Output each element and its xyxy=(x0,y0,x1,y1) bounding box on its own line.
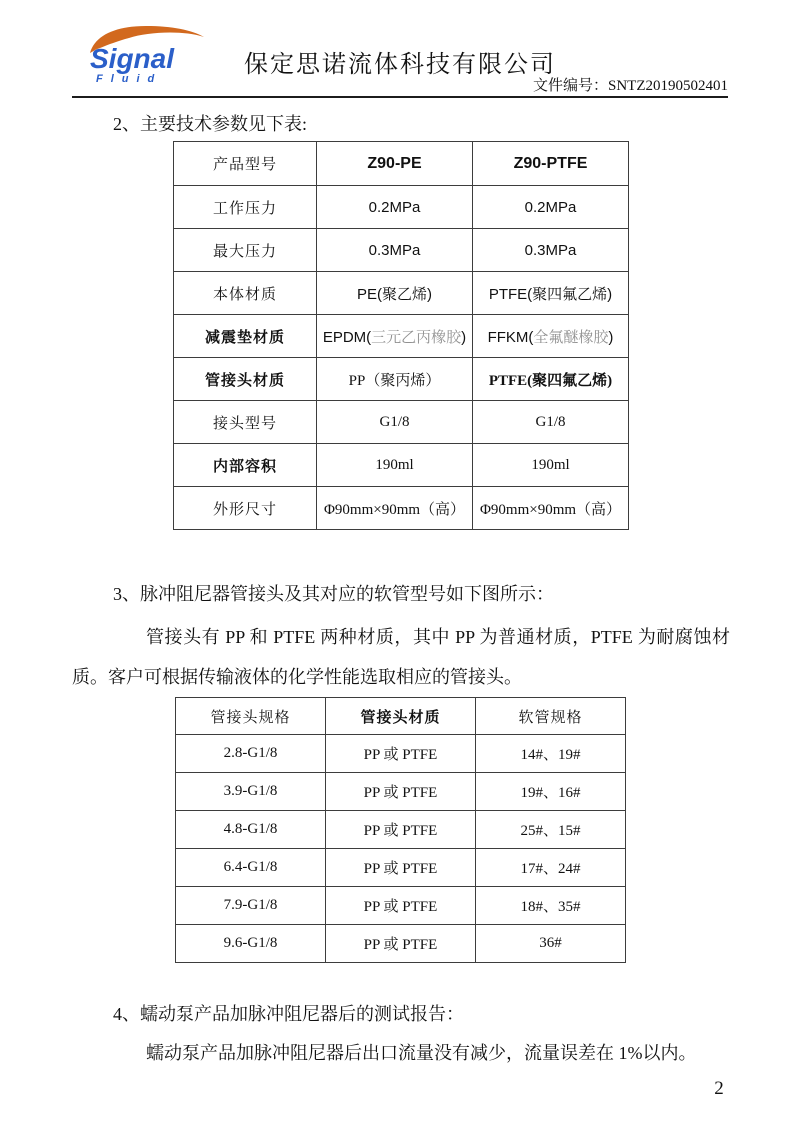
table-row xyxy=(174,358,629,401)
col-header-product-model: 产品型号 xyxy=(174,142,317,186)
cell-value: 0.3MPa xyxy=(317,229,473,272)
table-row xyxy=(176,887,626,925)
col-header-connector-spec: 管接头规格 xyxy=(176,698,326,735)
cell-material: PP 或 PTFE xyxy=(326,811,476,849)
table-row xyxy=(176,925,626,963)
value-main: EPDM( xyxy=(322,328,372,346)
doc-number-line xyxy=(533,74,728,95)
cell-spec: 6.4-G1/8 xyxy=(176,849,326,887)
cell-value: 190ml xyxy=(473,444,629,487)
cell-value: 0.2MPa xyxy=(317,186,473,229)
cell-value: G1/8 xyxy=(473,401,629,444)
cell-spec: 7.9-G1/8 xyxy=(176,887,326,925)
logo-subtext: Fluid xyxy=(96,73,163,85)
table-row xyxy=(174,315,629,358)
cell-value: PP（聚丙烯） xyxy=(317,358,473,401)
cell-value: Φ90mm×90mm（高） xyxy=(317,487,473,530)
row-label: 减震垫材质 xyxy=(174,315,317,358)
value-main: ) xyxy=(461,328,467,346)
doc-number-label: 文件编号： xyxy=(532,78,608,94)
cell-material: PP 或 PTFE xyxy=(326,925,476,963)
table-row xyxy=(176,773,626,811)
value-note: 全氟醚橡胶 xyxy=(533,328,609,346)
page-number: 2 xyxy=(714,1078,724,1099)
value-note: 三元乙丙橡胶 xyxy=(371,328,462,346)
table-header-row xyxy=(174,142,629,186)
table-header-row xyxy=(176,698,626,735)
value-main: ) xyxy=(608,328,614,346)
cell-spec: 4.8-G1/8 xyxy=(176,811,326,849)
row-label: 最大压力 xyxy=(174,229,317,272)
table-row xyxy=(174,401,629,444)
col-header-z90-ptfe: Z90-PTFE xyxy=(473,142,629,186)
cell-hose: 18#、35# xyxy=(476,887,626,925)
cell-value xyxy=(473,315,629,358)
cell-material: PP 或 PTFE xyxy=(326,773,476,811)
cell-value: Φ90mm×90mm（高） xyxy=(473,487,629,530)
cell-value: 190ml xyxy=(317,444,473,487)
table-row xyxy=(174,272,629,315)
table-row xyxy=(174,444,629,487)
row-label: 内部容积 xyxy=(174,444,317,487)
col-header-connector-material: 管接头材质 xyxy=(326,698,476,735)
table-row xyxy=(176,811,626,849)
table-row xyxy=(176,735,626,773)
cell-hose: 36# xyxy=(476,925,626,963)
cell-value: 0.2MPa xyxy=(473,186,629,229)
cell-value xyxy=(317,315,473,358)
cell-value: G1/8 xyxy=(317,401,473,444)
cell-material: PP 或 PTFE xyxy=(326,849,476,887)
company-name: 保定思诺流体科技有限公司 xyxy=(244,52,556,78)
row-label: 工作压力 xyxy=(174,186,317,229)
connector-hose-table xyxy=(175,697,626,963)
section4-title: 4、蠕动泵产品加脉冲阻尼器后的测试报告： xyxy=(113,1004,464,1024)
cell-spec: 3.9-G1/8 xyxy=(176,773,326,811)
table-row xyxy=(176,849,626,887)
tech-parameters-table xyxy=(173,141,629,530)
cell-hose: 25#、15# xyxy=(476,811,626,849)
cell-spec: 2.8-G1/8 xyxy=(176,735,326,773)
cell-value: 0.3MPa xyxy=(473,229,629,272)
header-divider xyxy=(72,96,728,98)
col-header-hose-spec: 软管规格 xyxy=(476,698,626,735)
table-row xyxy=(174,487,629,530)
cell-hose: 17#、24# xyxy=(476,849,626,887)
cell-hose: 14#、19# xyxy=(476,735,626,773)
cell-hose: 19#、16# xyxy=(476,773,626,811)
section4-paragraph: 蠕动泵产品加脉冲阻尼器后出口流量没有减少，流量误差在 1%以内。 xyxy=(146,1043,697,1063)
row-label: 外形尺寸 xyxy=(174,487,317,530)
doc-number-value: SNTZ20190502401 xyxy=(608,78,728,94)
section3-title: 3、脉冲阻尼器管接头及其对应的软管型号如下图所示： xyxy=(113,584,554,604)
table-row xyxy=(174,186,629,229)
section2-title: 2、主要技术参数见下表: xyxy=(113,114,307,134)
cell-value: PTFE(聚四氟乙烯) xyxy=(473,358,629,401)
table-row xyxy=(174,229,629,272)
value-main: FFKM( xyxy=(487,328,534,346)
cell-value: PE(聚乙烯) xyxy=(317,272,473,315)
cell-material: PP 或 PTFE xyxy=(326,887,476,925)
row-label: 本体材质 xyxy=(174,272,317,315)
cell-value: PTFE(聚四氟乙烯) xyxy=(473,272,629,315)
col-header-z90-pe: Z90-PE xyxy=(317,142,473,186)
section3-paragraph: 管接头有 PP 和 PTFE 两种材质，其中 PP 为普通材质，PTFE 为耐腐蚀材质。客户可根据传输液体的化学性能选取相应的管接头。 xyxy=(72,627,730,687)
row-label: 管接头材质 xyxy=(174,358,317,401)
logo-text: Signal xyxy=(90,43,175,74)
cell-material: PP 或 PTFE xyxy=(326,735,476,773)
row-label: 接头型号 xyxy=(174,401,317,444)
cell-spec: 9.6-G1/8 xyxy=(176,925,326,963)
